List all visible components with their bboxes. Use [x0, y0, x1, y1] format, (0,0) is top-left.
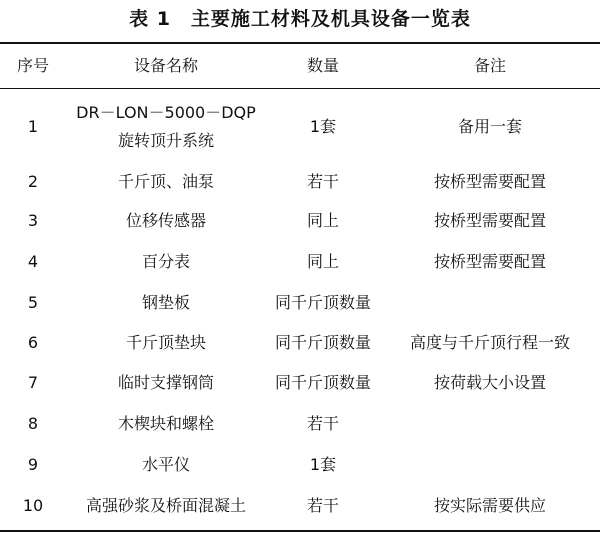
row-remark: 按荷载大小设置 [433, 373, 546, 392]
row-index: 2 [27, 172, 39, 191]
row-remark [380, 446, 600, 484]
table-row [0, 487, 600, 525]
row-index: 3 [27, 211, 39, 230]
row-remark: 按实际需要供应 [433, 496, 546, 515]
row-index: 5 [27, 293, 39, 312]
equipment-name-line2: 旋转顶升系统 [117, 131, 214, 150]
table-title: 表 1 主要施工材料及机具设备一览表 [129, 8, 471, 30]
table-header-rule [0, 88, 600, 89]
row-equipment-name [66, 93, 266, 161]
row-equipment-name: 千斤顶、油泵 [117, 172, 214, 191]
table-row [0, 324, 600, 362]
header-index: 序号 [16, 56, 49, 75]
row-index: 6 [27, 333, 39, 352]
row-quantity: 若干 [306, 496, 339, 515]
row-equipment-name: 高强砂浆及桥面混凝土 [85, 496, 246, 515]
row-quantity: 同千斤顶数量 [274, 333, 371, 352]
row-remark: 按桥型需要配置 [433, 252, 546, 271]
row-quantity: 若干 [306, 172, 339, 191]
header-remark: 备注 [473, 56, 506, 75]
row-equipment-name: 千斤顶垫块 [125, 333, 206, 352]
row-quantity: 同千斤顶数量 [274, 293, 371, 312]
row-remark: 按桥型需要配置 [433, 211, 546, 230]
row-index: 7 [27, 373, 39, 392]
row-equipment-name: 水平仪 [141, 455, 190, 474]
row-remark: 高度与千斤顶行程一致 [409, 333, 570, 352]
row-index: 4 [27, 252, 39, 271]
row-equipment-name: 临时支撑钢筒 [117, 373, 214, 392]
row-quantity: 若干 [306, 414, 339, 433]
row-equipment-name: 木楔块和螺栓 [117, 414, 214, 433]
row-equipment-name: 钢垫板 [141, 293, 190, 312]
table-bottom-rule [0, 530, 600, 532]
row-remark: 按桥型需要配置 [433, 172, 546, 191]
row-quantity: 同千斤顶数量 [274, 373, 371, 392]
row-remark [380, 284, 600, 322]
row-equipment-name: 百分表 [141, 252, 190, 271]
table-row [0, 202, 600, 240]
header-quantity: 数量 [306, 56, 339, 75]
row-index: 8 [27, 414, 39, 433]
row-remark [380, 405, 600, 443]
row-quantity: 同上 [306, 211, 339, 230]
table-row [0, 163, 600, 201]
table-row [0, 364, 600, 402]
row-index: 9 [27, 455, 39, 474]
row-quantity: 1套 [309, 117, 337, 136]
row-quantity: 1套 [309, 455, 337, 474]
row-index: 10 [22, 496, 44, 515]
table-row [0, 243, 600, 281]
row-equipment-name: 位移传感器 [125, 211, 206, 230]
table-row [0, 446, 600, 484]
row-index: 1 [27, 117, 39, 136]
table-row [0, 405, 600, 443]
header-equipment-name: 设备名称 [133, 56, 198, 75]
equipment-name-line1: DR－LON－5000－DQP [76, 103, 256, 122]
row-remark: 备用一套 [457, 117, 522, 136]
table-row [0, 93, 600, 161]
table-row [0, 284, 600, 322]
row-quantity: 同上 [306, 252, 339, 271]
table-header-row [0, 44, 600, 88]
